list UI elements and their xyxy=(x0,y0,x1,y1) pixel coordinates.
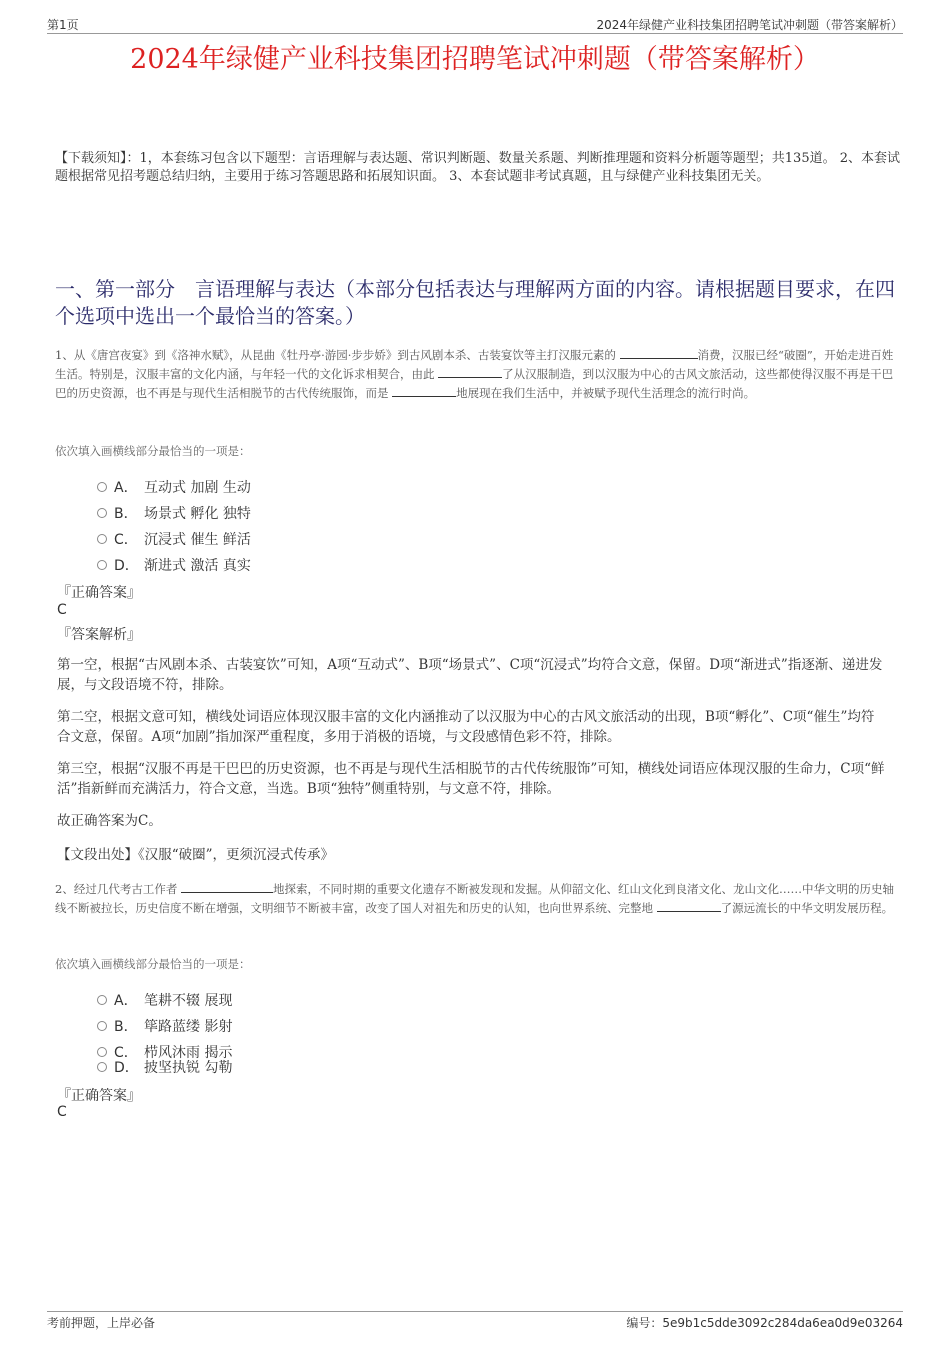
radio-icon[interactable] xyxy=(97,1021,107,1031)
radio-icon[interactable] xyxy=(97,1062,107,1072)
question-2-option-a[interactable] xyxy=(97,990,232,1010)
option-letter: B． xyxy=(114,1019,138,1035)
footer-divider xyxy=(47,1311,903,1312)
question-1-answer-label: 『正确答案』 xyxy=(57,585,141,601)
radio-icon[interactable] xyxy=(97,534,107,544)
question-2-option-d[interactable] xyxy=(97,1057,232,1077)
question-1-option-d[interactable] xyxy=(97,555,251,575)
question-1-option-b[interactable] xyxy=(97,503,251,523)
question-1-text-part: 地展现在我们生活中，并被赋予现代生活理念的流行时尚。 xyxy=(456,386,756,400)
option-text: 渐进式 激活 真实 xyxy=(144,558,251,574)
blank-line xyxy=(438,366,502,378)
radio-icon[interactable] xyxy=(97,1047,107,1057)
question-2-prompt: 依次填入画横线部分最恰当的一项是： xyxy=(55,957,251,971)
question-2-option-b[interactable] xyxy=(97,1016,232,1036)
section-heading: 一、第一部分 言语理解与表达（本部分包括表达与理解两方面的内容。请根据题目要求，在四个选项中选出一个最恰当的答案。） xyxy=(55,277,895,328)
option-letter: C． xyxy=(114,1045,138,1061)
option-text: 沉浸式 催生 鲜活 xyxy=(144,532,251,548)
question-1-prompt: 依次填入画横线部分最恰当的一项是： xyxy=(55,444,251,458)
blank-line xyxy=(181,881,273,893)
analysis-conclusion: 故正确答案为C。 xyxy=(57,813,162,829)
radio-icon[interactable] xyxy=(97,508,107,518)
option-text: 互动式 加剧 生动 xyxy=(144,480,251,496)
source-citation: 【文段出处】《汉服“破圈”，更须沉浸式传承》 xyxy=(57,847,335,863)
option-text: 筚路蓝缕 影射 xyxy=(144,1019,233,1035)
radio-icon[interactable] xyxy=(97,482,107,492)
question-1-answer: C xyxy=(57,602,67,618)
question-1-text-part: 1、从《唐宫夜宴》到《洛神水赋》，从昆曲《牡丹亭·游园·步步娇》到古风剧本杀、古装宴饮等主打汉服元素的 xyxy=(55,348,616,362)
header-doc-title: 2024年绿健产业科技集团招聘笔试冲刺题（带答案解析） xyxy=(596,18,903,32)
option-text: 栉风沐雨 揭示 xyxy=(144,1045,233,1061)
option-letter: D． xyxy=(114,1060,139,1076)
radio-icon[interactable] xyxy=(97,995,107,1005)
blank-line xyxy=(657,900,721,912)
document-title: 2024年绿健产业科技集团招聘笔试冲刺题（带答案解析） xyxy=(130,44,820,75)
option-text: 披坚执锐 勾勒 xyxy=(144,1060,233,1076)
option-letter: A． xyxy=(114,993,138,1009)
blank-line xyxy=(392,385,456,397)
page-header xyxy=(47,13,903,34)
question-2-text-part: 地探索，不同时期的重要文化遗存不断被发现和发掘。从仰韶文化、红山文化到良渚文化、龙山文化……中华文明的历史轴线不断被拉长，历史信度不断在增强，文明细节不断被丰富，改变了国人对祖先和历史的认知，也向世界系统、完整地 xyxy=(55,882,894,915)
question-1-text xyxy=(55,346,900,403)
question-2-text-part: 2、经过几代考古工作者 xyxy=(55,882,178,896)
radio-icon[interactable] xyxy=(97,560,107,570)
blank-line xyxy=(620,347,698,359)
question-1-text-part: 消费，汉服已经“破圈”，开始走进百姓生活。特别是，汉服丰富的文化内涵，与年轻一代的文化诉求相契合，由此 xyxy=(55,348,894,381)
option-text: 场景式 孵化 独特 xyxy=(144,506,251,522)
page-number: 第1页 xyxy=(47,18,79,32)
option-text: 笔耕不辍 展现 xyxy=(144,993,233,1009)
question-1-analysis-label: 『答案解析』 xyxy=(57,627,141,643)
download-notice: 【下载须知】：1，本套练习包含以下题型：言语理解与表达题、常识判断题、数量关系题、判断推理题和资料分析题等题型；共135道。 2、本套试题根据常见招考题总结归纳，主要用于练习答题思路和拓展知识面。 3、本套试题非考试真题，且与绿健产业科技集团无关。 xyxy=(55,151,900,184)
footer-serial xyxy=(626,1314,903,1331)
option-letter: A． xyxy=(114,480,138,496)
option-letter: C． xyxy=(114,532,138,548)
question-2-text xyxy=(55,880,900,918)
analysis-paragraph-2: 第二空，根据文意可知，横线处词语应体现汉服丰富的文化内涵推动了以汉服为中心的古风文旅活动的出现，B项“孵化”、C项“催生”均符合文意，保留。A项“加剧”指加深严重程度，多用于消极的语境，与文段感情色彩不符，排除。 xyxy=(57,709,875,745)
question-2-text-part: 了源远流长的中华文明发展历程。 xyxy=(720,901,894,915)
analysis-paragraph-3: 第三空，根据“汉服不再是干巴巴的历史资源，也不再是与现代生活相脱节的古代传统服饰”可知，横线处词语应体现汉服的生命力，C项“鲜活”指新鲜而充满活力，符合文意，当选。B项“独特”侧重特别，与文意不符，排除。 xyxy=(57,761,885,797)
question-2-answer-label: 『正确答案』 xyxy=(57,1088,141,1104)
question-1-option-a[interactable] xyxy=(97,477,251,497)
question-1-option-c[interactable] xyxy=(97,529,251,549)
question-1-text-part: 了从汉服制造，到以汉服为中心的古风文旅活动，这些都使得汉服不再是干巴巴的历史资源，也不再是与现代生活相脱节的古代传统服饰，而是 xyxy=(55,367,894,400)
option-letter: B． xyxy=(114,506,138,522)
serial-code: 5e9b1c5dde3092c284da6ea0d9e03264 xyxy=(662,1316,903,1330)
footer-slogan: 考前押题，上岸必备 xyxy=(47,1316,156,1330)
analysis-paragraph-1: 第一空，根据“古风剧本杀、古装宴饮”可知，A项“互动式”、B项“场景式”、C项“沉浸式”均符合文意，保留。D项“渐进式”指逐渐、递进发展，与文段语境不符，排除。 xyxy=(57,657,883,693)
option-letter: D． xyxy=(114,558,139,574)
question-2-answer: C xyxy=(57,1104,67,1120)
serial-label: 编号： xyxy=(626,1316,663,1330)
